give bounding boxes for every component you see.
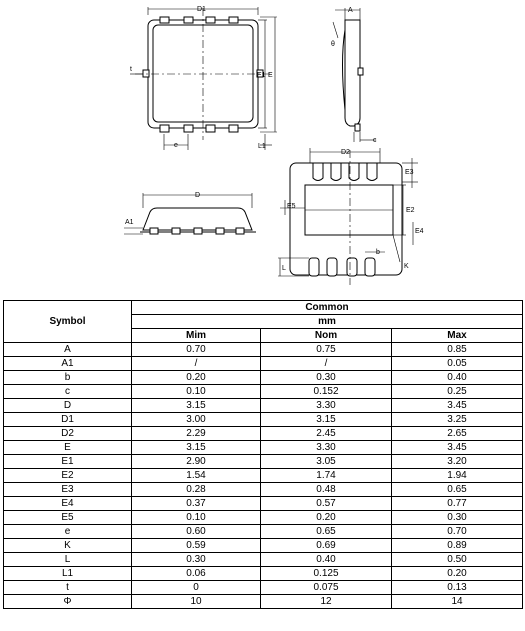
table-row [4,399,523,413]
table-row [4,441,523,455]
nom-cell: 3.05 [261,455,392,469]
symbol-cell: L [4,553,132,567]
max-cell: 0.20 [392,567,523,581]
unit-header: mm [132,315,523,329]
max-cell: 0.65 [392,483,523,497]
min-cell: 0.28 [132,483,261,497]
max-cell: 3.45 [392,399,523,413]
max-cell: 14 [392,595,523,609]
label-e: e [174,142,178,149]
label-L1: L1 [258,143,266,150]
package-outline-drawing [0,0,525,295]
label-A: A [348,7,353,14]
symbol-cell: E5 [4,511,132,525]
table-row [4,343,523,357]
nom-cell: 0.48 [261,483,392,497]
table-row [4,595,523,609]
nom-cell: 3.15 [261,413,392,427]
symbol-header: Symbol [4,301,132,343]
symbol-cell: A [4,343,132,357]
max-cell: 1.94 [392,469,523,483]
min-cell: 1.54 [132,469,261,483]
min-cell: 2.90 [132,455,261,469]
table-row [4,385,523,399]
table-row [4,469,523,483]
nom-header: Nom [261,329,392,343]
label-theta: θ [331,41,335,48]
nom-cell: 0.20 [261,511,392,525]
min-cell: 0.59 [132,539,261,553]
symbol-cell: E [4,441,132,455]
nom-cell: 3.30 [261,399,392,413]
min-cell: 0.37 [132,497,261,511]
label-D1: D1 [197,6,206,13]
nom-cell: 0.65 [261,525,392,539]
table-row [4,455,523,469]
table-row [4,511,523,525]
min-cell: 0.10 [132,511,261,525]
label-A1: A1 [125,219,134,226]
min-header: Mim [132,329,261,343]
nom-cell: / [261,357,392,371]
table-row [4,357,523,371]
symbol-cell: t [4,581,132,595]
min-cell: 0 [132,581,261,595]
table-row [4,581,523,595]
min-cell: 0.20 [132,371,261,385]
symbol-cell: D [4,399,132,413]
symbol-cell: K [4,539,132,553]
min-cell: 0.60 [132,525,261,539]
label-E3: E3 [405,169,414,176]
dimension-rows [4,343,523,609]
table-row [4,525,523,539]
nom-cell: 1.74 [261,469,392,483]
label-t: t [130,66,132,73]
table-row [4,539,523,553]
top-view [130,7,277,150]
min-cell: 3.15 [132,399,261,413]
max-cell: 0.40 [392,371,523,385]
label-E5: E5 [287,203,296,210]
nom-cell: 0.30 [261,371,392,385]
label-E1: E1 [257,72,266,79]
max-cell: 3.25 [392,413,523,427]
max-cell: 3.20 [392,455,523,469]
nom-cell: 0.40 [261,553,392,567]
symbol-cell: E1 [4,455,132,469]
max-cell: 0.25 [392,385,523,399]
min-cell: 3.00 [132,413,261,427]
nom-cell: 0.57 [261,497,392,511]
front-view [124,193,256,234]
table-row [4,553,523,567]
max-cell: 0.50 [392,553,523,567]
label-D2: D2 [341,149,350,156]
min-cell: / [132,357,261,371]
symbol-cell: D2 [4,427,132,441]
bottom-view [278,148,418,285]
label-K: K [404,263,409,270]
symbol-cell: E2 [4,469,132,483]
nom-cell: 3.30 [261,441,392,455]
symbol-cell: A1 [4,357,132,371]
table-row [4,427,523,441]
table-row [4,497,523,511]
symbol-cell: b [4,371,132,385]
label-b: b [376,249,380,256]
max-cell: 0.05 [392,357,523,371]
min-cell: 0.10 [132,385,261,399]
symbol-cell: e [4,525,132,539]
max-cell: 0.85 [392,343,523,357]
max-cell: 0.13 [392,581,523,595]
max-cell: 0.89 [392,539,523,553]
label-E2: E2 [406,207,415,214]
nom-cell: 2.45 [261,427,392,441]
symbol-cell: Φ [4,595,132,609]
table-row [4,567,523,581]
label-E: E [268,72,273,79]
nom-cell: 0.075 [261,581,392,595]
max-cell: 2.65 [392,427,523,441]
table-row [4,483,523,497]
nom-cell: 0.152 [261,385,392,399]
table-row [4,371,523,385]
symbol-cell: c [4,385,132,399]
min-cell: 2.29 [132,427,261,441]
symbol-cell: E4 [4,497,132,511]
min-cell: 3.15 [132,441,261,455]
table-row [4,413,523,427]
symbol-cell: D1 [4,413,132,427]
max-header: Max [392,329,523,343]
nom-cell: 12 [261,595,392,609]
min-cell: 0.06 [132,567,261,581]
min-cell: 0.70 [132,343,261,357]
max-cell: 0.30 [392,511,523,525]
side-view [333,8,376,142]
label-E4: E4 [415,228,424,235]
max-cell: 3.45 [392,441,523,455]
label-c: c [373,137,377,144]
dimension-table [3,300,523,609]
nom-cell: 0.75 [261,343,392,357]
nom-cell: 0.125 [261,567,392,581]
max-cell: 0.77 [392,497,523,511]
max-cell: 0.70 [392,525,523,539]
label-L: L [282,265,286,272]
label-D: D [195,192,201,199]
min-cell: 10 [132,595,261,609]
min-cell: 0.30 [132,553,261,567]
symbol-cell: E3 [4,483,132,497]
symbol-cell: L1 [4,567,132,581]
nom-cell: 0.69 [261,539,392,553]
common-header: Common [132,301,523,315]
